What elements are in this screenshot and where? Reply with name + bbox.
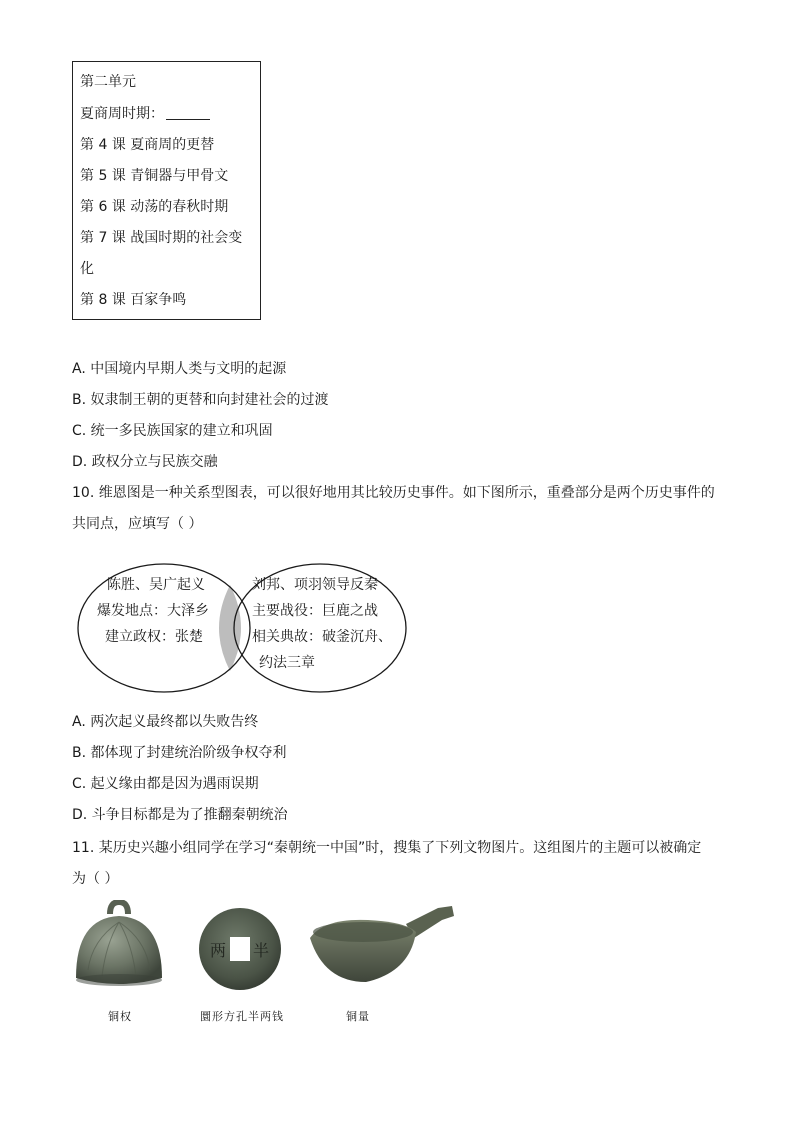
banliang-coin-image [196,906,284,992]
venn-left-line: 爆发地点：大泽乡 [97,603,209,619]
bronze-weight-image [72,900,166,992]
q10-option-a: A. 两次起义最终都以失败告终 [72,714,259,730]
unit-lesson: 第 5 课 青铜器与甲骨文 [80,168,229,184]
unit-lesson: 第 6 课 动荡的春秋时期 [80,199,229,215]
q10-stem: 10. 维恩图是一种关系型图表，可以很好地用其比较历史事件。如下图所示，重叠部分是两个历史事件的 [72,485,715,501]
unit-lesson: 化 [80,261,94,277]
q10-option-c: C. 起义缘由都是因为遇雨误期 [72,776,259,792]
q10-option-d: D. 斗争目标都是为了推翻秦朝统治 [72,807,288,823]
q11-stem: 11. 某历史兴趣小组同学在学习“秦朝统一中国”时，搜集了下列文物图片。这组图片的主题可以被确定 [72,840,702,856]
unit-lesson: 第 4 课 夏商周的更替 [80,137,215,153]
q9-option-d: D. 政权分立与民族交融 [72,454,218,470]
caption-bronze-weight: 铜权 [108,1010,132,1023]
unit-period [80,104,210,124]
unit-outline-box [72,61,261,320]
q9-option-b: B. 奴隶制王朝的更替和向封建社会的过渡 [72,392,329,408]
caption-bronze-measure: 铜量 [346,1010,370,1023]
unit-lesson: 第 8 课 百家争鸣 [80,292,187,308]
venn-left-line: 建立政权：张楚 [105,629,203,645]
unit-title: 第二单元 [80,74,136,90]
q10-option-b: B. 都体现了封建统治阶级争权夺利 [72,745,287,761]
coin-char-right: 半 [253,941,270,960]
answer-blank [166,105,210,120]
venn-right-line: 主要战役：巨鹿之战 [252,603,378,619]
bronze-measure-image [306,898,456,990]
caption-coin: 圜形方孔半两钱 [200,1010,284,1023]
unit-lesson: 第 7 课 战国时期的社会变 [80,230,243,246]
q10-stem-cont: 共同点，应填写（ ） [72,516,203,532]
q9-option-c: C. 统一多民族国家的建立和巩固 [72,423,273,439]
unit-period-label: 夏商周时期： [80,106,164,122]
coin-char-left: 两 [210,941,227,960]
venn-right-line: 约法三章 [259,655,315,671]
q9-option-a: A. 中国境内早期人类与文明的起源 [72,361,287,377]
q11-stem-cont: 为（ ） [72,871,119,887]
venn-overlap [219,585,241,671]
venn-left-line: 陈胜、吴广起义 [107,577,205,593]
venn-right-line: 刘邦、项羽领导反秦 [252,577,378,593]
venn-right-line: 相关典故：破釜沉舟、 [252,629,392,645]
